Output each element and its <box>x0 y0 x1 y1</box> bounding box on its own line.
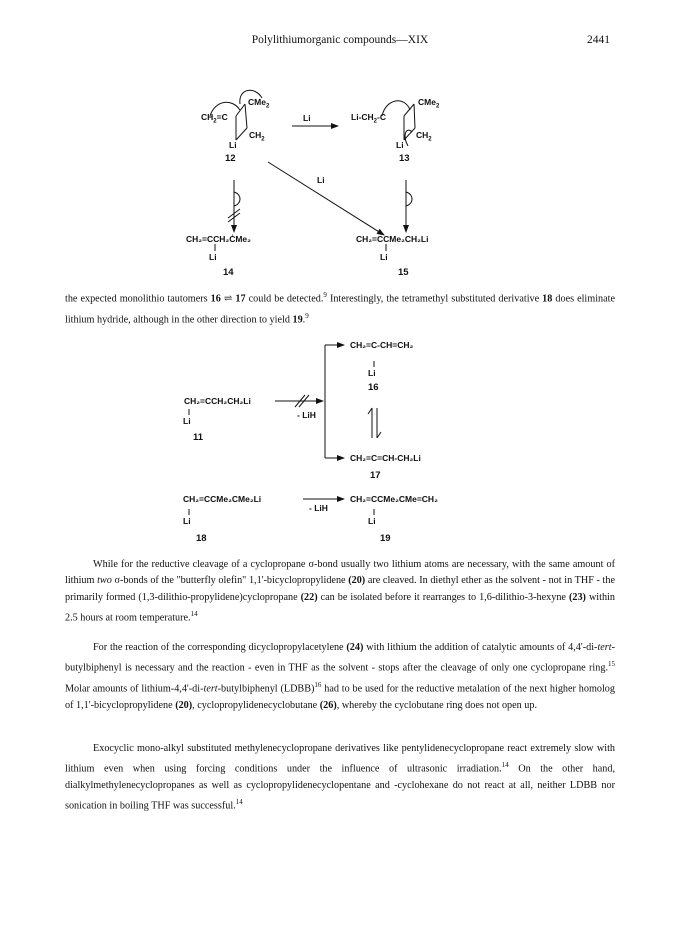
c12-ch2c: $CH_2=C$ <box>201 112 228 125</box>
paragraph-1: the expected monolithio tautomers 16 ⇌ 17 could be detected.$^9$ Interestingly, the tetramethyl substituted derivative 18 does eliminate lithium hydride, although in the other direction to yield 19.$^9$ <box>65 291 615 326</box>
c11-li: Li <box>183 416 191 426</box>
c15-li: Li <box>380 252 388 262</box>
minus-lih-2: - LiH <box>309 503 328 513</box>
scheme-2-branch <box>189 345 381 515</box>
c12-li: Li <box>229 140 237 150</box>
c16-li: Li <box>368 368 376 378</box>
c12-ch2: $CH_2$ <box>249 130 265 143</box>
paragraph-2: While for the reductive cleavage of a cyclopropane σ-bond usually two lithium atoms are necessary, with the same amount of lithium two σ-bonds of the "butterfly olefin" 1,1'-bicyclopropylidene (20) are cleaved. In diethyl ether as the solvent - not in THF - the primarily formed (1,3-dilithio-propylidene)cyclopropane (22) can be isolated before it rearranges to 1,6-dilithio-3-hexyne (23) within 2.5 hours at room temperature.$^{14}$ <box>65 559 615 624</box>
paragraph-3: For the reaction of the corresponding dicyclopropylacetylene (24) with lithium the addition of catalytic amounts of 4,4'-di-tert-butylbiphenyl is necessary and the reaction - even in THF as the solvent - stops after the cleavage of only one cyclopropane ring.$^{15}$ Molar amounts of lithium-4,4'-di-tert-butylbiphenyl (LDBB)$^{16}$ had to be used for the reductive metalation of the next higher homolog of 1,1'-bicyclopropylidene (20), cyclopropylidenecyclobutane (26), whereby the cyclobutane ring does not open up. <box>65 642 615 711</box>
c15-formula: CH₂=CCMe₂CH₂Li <box>356 234 429 244</box>
c18-li: Li <box>183 516 191 526</box>
c19-formula: CH₂=CCMe₂CMe=CH₂ <box>350 494 438 504</box>
label-11: 11 <box>193 432 204 443</box>
paragraph-4: Exocyclic mono-alkyl substituted methylenecyclopropane derivatives like pentylidenecyclopropane react extremely slow with lithium even when using forcing conditions under the influence of ultrasonic irradiation.$^{14}$ On the other hand, dialkylmethylenecyclopropanes as well as cyclopropylidenecyclopentane and -cyclohexane do not react at all, neither LDBB nor sonication in boiling THF was successful.$^{14}$ <box>65 743 615 812</box>
c13-lich2c: $Li-CH_2-C$ <box>351 112 386 125</box>
page-number: 2441 <box>587 34 610 46</box>
c13-ch2: $CH_2$ <box>416 130 432 143</box>
arrow-12-to-15 <box>268 162 384 235</box>
label-12: 12 <box>225 153 236 164</box>
c13-li: Li <box>396 140 404 150</box>
c11-formula: CH₂=CCH₂CH₂Li <box>184 396 251 406</box>
diag-arrow-li-label: Li <box>317 175 325 185</box>
label-16: 16 <box>368 382 379 393</box>
c17-formula: CH₂=C=CH-CH₂Li <box>350 453 421 463</box>
running-header: Polylithiumorganic compounds—XIX <box>251 34 429 46</box>
c16-formula: CH₂=C-CH=CH₂ <box>350 340 414 350</box>
c13-cme2: CMe$_2$ <box>418 97 440 110</box>
c12-cme2: CMe$_2$ <box>248 97 270 110</box>
c19-li: Li <box>368 516 376 526</box>
minus-lih-1: - LiH <box>297 410 316 420</box>
label-18: 18 <box>196 533 207 544</box>
label-17: 17 <box>370 470 381 481</box>
label-15: 15 <box>398 267 409 278</box>
arrow-li-label: Li <box>303 113 311 123</box>
label-13: 13 <box>399 153 410 164</box>
c14-li: Li <box>209 252 217 262</box>
label-19: 19 <box>380 533 391 544</box>
c18-formula: CH₂=CCMe₂CMe₂Li <box>183 494 262 504</box>
c14-formula: CH₂=CCH₂ĊMe₂ <box>186 234 251 244</box>
label-14: 14 <box>223 267 234 278</box>
